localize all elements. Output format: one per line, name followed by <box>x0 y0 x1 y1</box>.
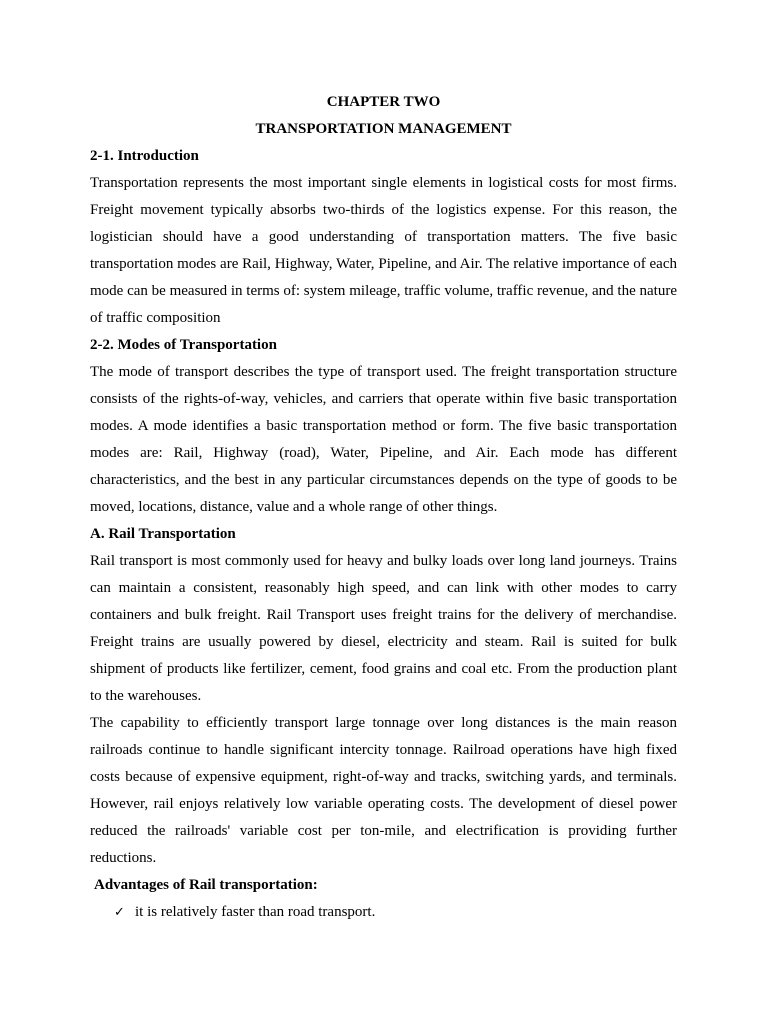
modes-paragraph: The mode of transport describes the type of transport used. The freight transportation structure consists of the rights-of-way, vehicles, and carriers that operate within five basic transportation modes. A mode identifies a basic transportation method or form. The five basic transportation modes are: Rail, Highway (road), Water, Pipeline, and Air. Each mode has different characteristics, and the best in any particular circumstances depends on the type of goods to be moved, locations, distance, value and a whole range of other things. <box>90 364 677 515</box>
rail-advantages-list <box>90 899 677 926</box>
chapter-title: TRANSPORTATION MANAGEMENT <box>255 121 512 137</box>
modes-heading: 2-2. Modes of Transportation <box>90 337 277 353</box>
list-item <box>114 899 677 926</box>
rail-advantages-heading: Advantages of Rail transportation: <box>94 877 318 893</box>
rail-heading: A. Rail Transportation <box>90 526 236 542</box>
intro-paragraph: Transportation represents the most important single elements in logistical costs for most firms. Freight movement typically absorbs two-thirds of the logistics expense. For this reason, the logistician should have a good understanding of transportation matters. The five basic transportation modes are Rail, Highway, Water, Pipeline, and Air. The relative importance of each mode can be measured in terms of: system mileage, traffic volume, traffic revenue, and the nature of traffic composition <box>90 175 677 326</box>
rail-paragraph-1: Rail transport is most commonly used for heavy and bulky loads over long land journeys. Trains can maintain a consistent, reasonably high speed, and can link with other modes to carry containers and bulk freight. Rail Transport uses freight trains for the delivery of merchandise. Freight trains are usually powered by diesel, electricity and steam. Rail is suited for bulk shipment of products like fertilizer, cement, food grains and coal etc. From the production plant to the warehouses. <box>90 553 677 704</box>
list-item-text: it is relatively faster than road transport. <box>135 904 376 920</box>
chapter-label: CHAPTER TWO <box>326 94 441 110</box>
checkmark-icon: ✓ <box>114 905 125 920</box>
document-page <box>90 89 677 926</box>
intro-heading: 2-1. Introduction <box>90 148 199 164</box>
rail-paragraph-2: The capability to efficiently transport large tonnage over long distances is the main reason railroads continue to handle significant intercity tonnage. Railroad operations have high fixed costs because of expensive equipment, right-of-way and tracks, switching yards, and terminals. However, rail enjoys relatively low variable operating costs. The development of diesel power reduced the railroads' variable cost per ton-mile, and electrification is providing further reductions. <box>90 715 677 866</box>
